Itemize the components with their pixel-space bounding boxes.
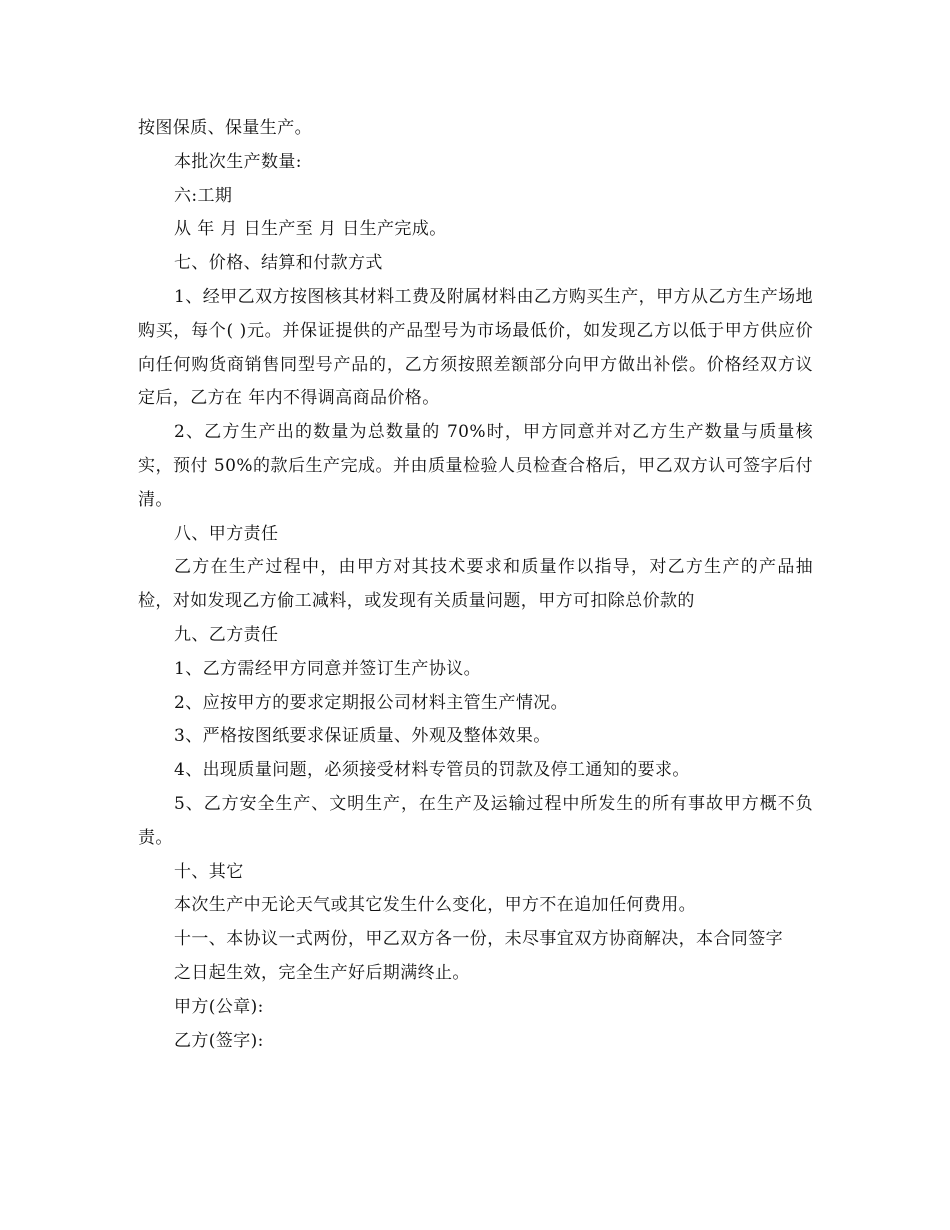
paragraph-production-quantity: 本批次生产数量: — [174, 151, 302, 172]
paragraph-price-clause-2: 2、乙方生产出的数量为总数量的 70%时，甲方同意并对乙方生产数量与质量核实，预付 50%的款后生产完成。并由质量检验人员检查合格后，甲乙双方认可签字后付清。 — [138, 422, 813, 510]
paragraph-party-b-duty-5: 5、乙方安全生产、文明生产，在生产及运输过程中所发生的所有事故甲方概不负责。 — [138, 793, 813, 848]
paragraph-other: 本次生产中无论天气或其它发生什么变化，甲方不在追加任何费用。 — [174, 895, 696, 916]
paragraph-effective-date: 之日起生效，完全生产好后期满终止。 — [174, 962, 470, 983]
section-heading-party-a-duties: 八、甲方责任 — [174, 523, 279, 544]
paragraph-party-b-duty-3: 3、严格按图纸要求保证质量、外观及整体效果。 — [174, 726, 551, 747]
paragraph-agreement-copies: 十一、本协议一式两份，甲乙双方各一份，未尽事宜双方协商解决，本合同签字 — [174, 929, 783, 950]
section-heading-other: 十、其它 — [174, 861, 244, 882]
document-body — [138, 112, 813, 1058]
paragraph-schedule-dates: 从 年 月 日生产至 月 日生产完成。 — [174, 219, 447, 240]
paragraph-continuation: 按图保质、保量生产。 — [138, 118, 312, 138]
paragraph-price-clause-1: 1、经甲乙双方按图核其材料工费及附属材料由乙方购买生产，甲方从乙方生产场地购买，每个( )元。并保证提供的产品型号为市场最低价，如发现乙方以低于甲方供应价向任何购货商销售同型号产品的，乙方须按照差额部分向甲方做出补偿。价格经双方议定后，乙方在 年内不得调高商品价格。 — [138, 286, 813, 409]
signature-line-party-b: 乙方(签字): — [174, 1030, 264, 1051]
section-heading-schedule: 六:工期 — [174, 185, 233, 206]
section-heading-party-b-duties: 九、乙方责任 — [174, 624, 279, 645]
paragraph-party-b-duty-4: 4、出现质量问题，必须接受材料专管员的罚款及停工通知的要求。 — [174, 760, 690, 781]
paragraph-party-b-duty-2: 2、应按甲方的要求定期报公司材料主管生产情况。 — [174, 692, 569, 713]
paragraph-party-a-duties: 乙方在生产过程中，由甲方对其技术要求和质量作以指导，对乙方生产的产品抽检，对如发现乙方偷工减料，或发现有关质量问题，甲方可扣除总价款的 — [138, 557, 813, 612]
signature-line-party-a: 甲方(公章): — [174, 996, 264, 1017]
section-heading-price-payment: 七、价格、结算和付款方式 — [174, 253, 383, 274]
paragraph-party-b-duty-1: 1、乙方需经甲方同意并签订生产协议。 — [174, 658, 482, 679]
